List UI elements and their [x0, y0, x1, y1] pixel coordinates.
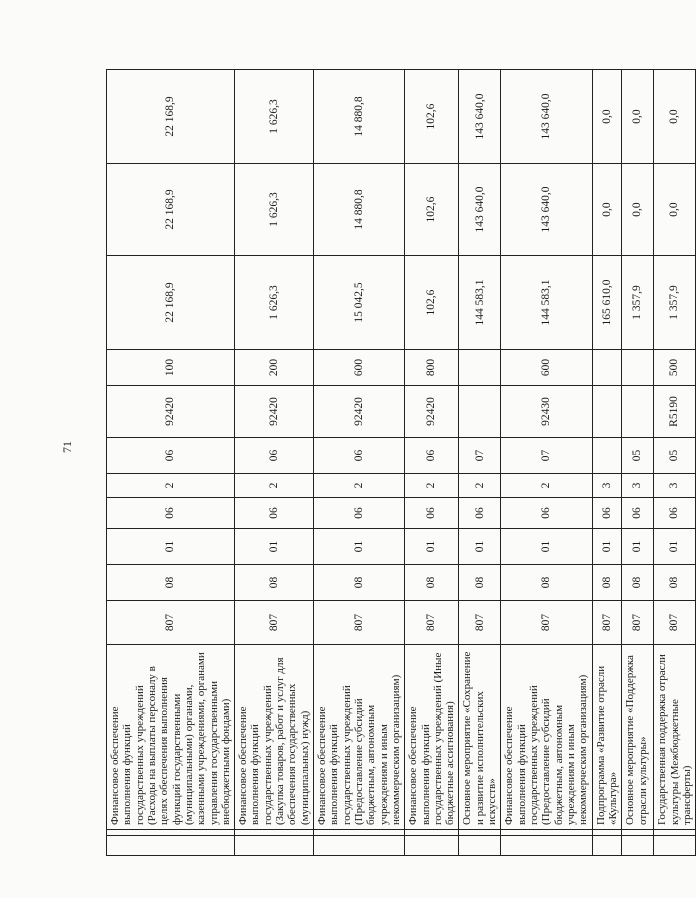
cell-target-subprogram: 3 [592, 474, 622, 498]
table-row [405, 70, 459, 856]
cell-amount-year2: 0,0 [592, 164, 622, 256]
margin-cell [592, 830, 622, 836]
cell-expense-type [622, 350, 654, 386]
cell-item-name: Основное мероприятие «Поддержка отрасли культуры» [622, 645, 654, 830]
cell-amount-year1: 1 626,3 [235, 256, 314, 350]
margin-cell [501, 836, 592, 856]
cell-target-program: 06 [405, 498, 459, 529]
cell-grbs: 807 [314, 601, 405, 645]
cell-target-subprogram: 2 [459, 474, 501, 498]
cell-amount-year2: 14 880,8 [314, 164, 405, 256]
cell-subsection: 01 [501, 529, 592, 565]
table-row [235, 70, 314, 856]
cell-amount-year1: 144 583,1 [501, 256, 592, 350]
cell-item-name: Финансовое обеспечение выполнения функций государственных учреждений (Предоставление субсидий бюджетным, автономным учреждениям и иным некоммерческим организациям) [314, 645, 405, 830]
cell-target-direction: 92420 [235, 386, 314, 438]
cell-amount-year3: 0,0 [592, 70, 622, 164]
margin-cell [622, 830, 654, 836]
cell-expense-type: 500 [654, 350, 696, 386]
rotated-table-container [106, 70, 693, 856]
cell-grbs: 807 [501, 601, 592, 645]
margin-cell [235, 830, 314, 836]
table-row [107, 70, 235, 856]
cell-target-event: 05 [654, 438, 696, 474]
cell-section: 08 [235, 565, 314, 601]
cell-amount-year1: 165 610,0 [592, 256, 622, 350]
margin-cell [405, 836, 459, 856]
cell-target-event: 06 [405, 438, 459, 474]
cell-target-subprogram: 3 [622, 474, 654, 498]
budget-table [106, 69, 696, 856]
cell-grbs: 807 [622, 601, 654, 645]
cell-target-subprogram: 2 [235, 474, 314, 498]
cell-target-subprogram: 2 [107, 474, 235, 498]
cell-amount-year1: 15 042,5 [314, 256, 405, 350]
cell-expense-type: 600 [501, 350, 592, 386]
cell-item-name: Финансовое обеспечение выполнения функций государственных учреждений (Расходы на выплаты персоналу в целях обеспечения выполнения функций государственными (муниципальными) органами, казенными учреждениями, органами управления государственными внебюджетными фондами) [107, 645, 235, 830]
cell-section: 08 [459, 565, 501, 601]
cell-expense-type: 100 [107, 350, 235, 386]
cell-amount-year1: 1 357,9 [622, 256, 654, 350]
cell-target-event [592, 438, 622, 474]
cell-amount-year3: 0,0 [654, 70, 696, 164]
cell-item-name: Основное мероприятие «Сохранение и развитие исполнительских искусств» [459, 645, 501, 830]
cell-section: 08 [314, 565, 405, 601]
cell-target-subprogram: 2 [314, 474, 405, 498]
cell-target-direction [592, 386, 622, 438]
cell-grbs: 807 [654, 601, 696, 645]
cell-amount-year2: 0,0 [622, 164, 654, 256]
cell-expense-type [592, 350, 622, 386]
cell-target-direction: 92420 [405, 386, 459, 438]
cell-target-event: 05 [622, 438, 654, 474]
cell-section: 08 [107, 565, 235, 601]
cell-expense-type: 200 [235, 350, 314, 386]
cell-subsection: 01 [107, 529, 235, 565]
cell-target-event: 06 [314, 438, 405, 474]
cell-amount-year2: 143 640,0 [459, 164, 501, 256]
cell-amount-year2: 102,6 [405, 164, 459, 256]
cell-expense-type [459, 350, 501, 386]
cell-grbs: 807 [107, 601, 235, 645]
table-row [501, 70, 592, 856]
cell-amount-year3: 1 626,3 [235, 70, 314, 164]
cell-expense-type: 800 [405, 350, 459, 386]
cell-target-program: 06 [459, 498, 501, 529]
cell-expense-type: 600 [314, 350, 405, 386]
cell-subsection: 01 [405, 529, 459, 565]
cell-subsection: 01 [235, 529, 314, 565]
cell-target-direction [459, 386, 501, 438]
cell-target-direction [622, 386, 654, 438]
cell-item-name: Подпрограмма «Развитие отрасли «Культура» [592, 645, 622, 830]
cell-section: 08 [405, 565, 459, 601]
cell-subsection: 01 [314, 529, 405, 565]
cell-target-program: 06 [501, 498, 592, 529]
cell-grbs: 807 [459, 601, 501, 645]
cell-item-name: Государственная поддержка отрасли культуры (Межбюджетные трансферты) [654, 645, 696, 830]
margin-cell [459, 836, 501, 856]
cell-target-direction: R5190 [654, 386, 696, 438]
cell-target-direction: 92420 [107, 386, 235, 438]
cell-target-program: 06 [654, 498, 696, 529]
margin-cell [235, 836, 314, 856]
cell-amount-year1: 1 357,9 [654, 256, 696, 350]
cell-amount-year2: 22 168,9 [107, 164, 235, 256]
table-row [592, 70, 622, 856]
cell-target-subprogram: 3 [654, 474, 696, 498]
cell-target-program: 06 [235, 498, 314, 529]
table-row [459, 70, 501, 856]
cell-target-program: 06 [622, 498, 654, 529]
cell-section: 08 [592, 565, 622, 601]
cell-grbs: 807 [235, 601, 314, 645]
margin-cell [592, 836, 622, 856]
cell-target-direction: 92420 [314, 386, 405, 438]
cell-target-event: 06 [235, 438, 314, 474]
table-row [622, 70, 654, 856]
cell-amount-year1: 22 168,9 [107, 256, 235, 350]
cell-amount-year1: 102,6 [405, 256, 459, 350]
cell-target-program: 06 [107, 498, 235, 529]
margin-cell [501, 830, 592, 836]
cell-target-event: 06 [107, 438, 235, 474]
table-row [654, 70, 696, 856]
margin-cell [314, 830, 405, 836]
margin-cell [654, 836, 696, 856]
table-row [314, 70, 405, 856]
margin-cell [314, 836, 405, 856]
cell-amount-year2: 0,0 [654, 164, 696, 256]
margin-cell [107, 836, 235, 856]
cell-amount-year3: 143 640,0 [459, 70, 501, 164]
cell-target-subprogram: 2 [501, 474, 592, 498]
cell-grbs: 807 [405, 601, 459, 645]
cell-target-event: 07 [459, 438, 501, 474]
page-number: 71 [60, 441, 74, 453]
cell-section: 08 [622, 565, 654, 601]
margin-cell [405, 830, 459, 836]
cell-amount-year3: 14 880,8 [314, 70, 405, 164]
cell-section: 08 [654, 565, 696, 601]
margin-cell [107, 830, 235, 836]
cell-amount-year3: 143 640,0 [501, 70, 592, 164]
cell-subsection: 01 [459, 529, 501, 565]
cell-grbs: 807 [592, 601, 622, 645]
cell-amount-year3: 22 168,9 [107, 70, 235, 164]
cell-target-program: 06 [314, 498, 405, 529]
cell-amount-year3: 0,0 [622, 70, 654, 164]
margin-cell [654, 830, 696, 836]
margin-cell [459, 830, 501, 836]
cell-amount-year3: 102,6 [405, 70, 459, 164]
margin-cell [622, 836, 654, 856]
cell-amount-year1: 144 583,1 [459, 256, 501, 350]
cell-subsection: 01 [592, 529, 622, 565]
cell-amount-year2: 143 640,0 [501, 164, 592, 256]
cell-target-direction: 92430 [501, 386, 592, 438]
cell-subsection: 01 [622, 529, 654, 565]
cell-target-event: 07 [501, 438, 592, 474]
cell-amount-year2: 1 626,3 [235, 164, 314, 256]
cell-item-name: Финансовое обеспечение выполнения функций государственных учреждений (Иные бюджетные ассигнования) [405, 645, 459, 830]
cell-item-name: Финансовое обеспечение выполнения функций государственных учреждений (Закупка товаров, работ и услуг для обеспечения государственных (муниципальных) нужд) [235, 645, 314, 830]
cell-section: 08 [501, 565, 592, 601]
cell-target-subprogram: 2 [405, 474, 459, 498]
cell-target-program: 06 [592, 498, 622, 529]
cell-item-name: Финансовое обеспечение выполнения функций государственных учреждений (Предоставление субсидий бюджетным, автономным учреждениям и иным некоммерческим организациям) [501, 645, 592, 830]
cell-subsection: 01 [654, 529, 696, 565]
